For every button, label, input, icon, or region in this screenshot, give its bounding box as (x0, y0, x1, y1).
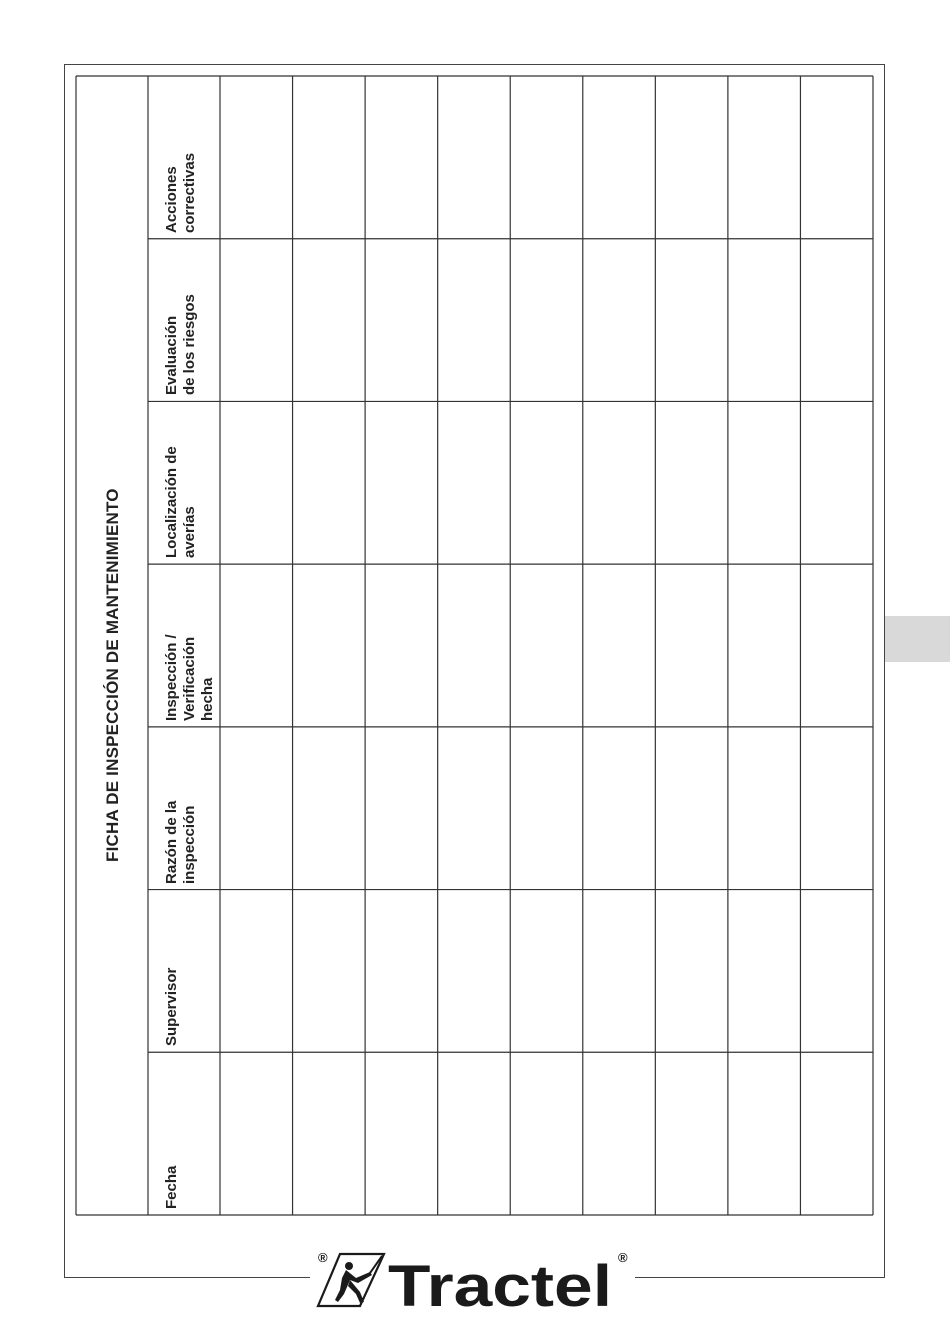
column-header: Localización de averías (163, 446, 198, 559)
registered-mark-right: ® (618, 1250, 628, 1265)
column-header: Razón de la inspección (163, 800, 198, 884)
column-header: Supervisor (163, 967, 180, 1047)
column-header: Acciones correctivas (163, 152, 198, 233)
tractel-logo (316, 1248, 636, 1312)
brand-wordmark: Tractel (388, 1254, 612, 1312)
side-tab (885, 616, 950, 662)
column-header: Evaluación de los riesgos (163, 294, 198, 396)
climbing-figure-icon (318, 1254, 384, 1306)
registered-mark-left: ® (318, 1250, 328, 1265)
column-header: Inspección / Verificación hecha (163, 634, 216, 721)
sheet-title: FICHA DE INSPECCIÓN DE MANTENIMIENTO (103, 488, 122, 862)
column-header: Fecha (163, 1165, 180, 1209)
